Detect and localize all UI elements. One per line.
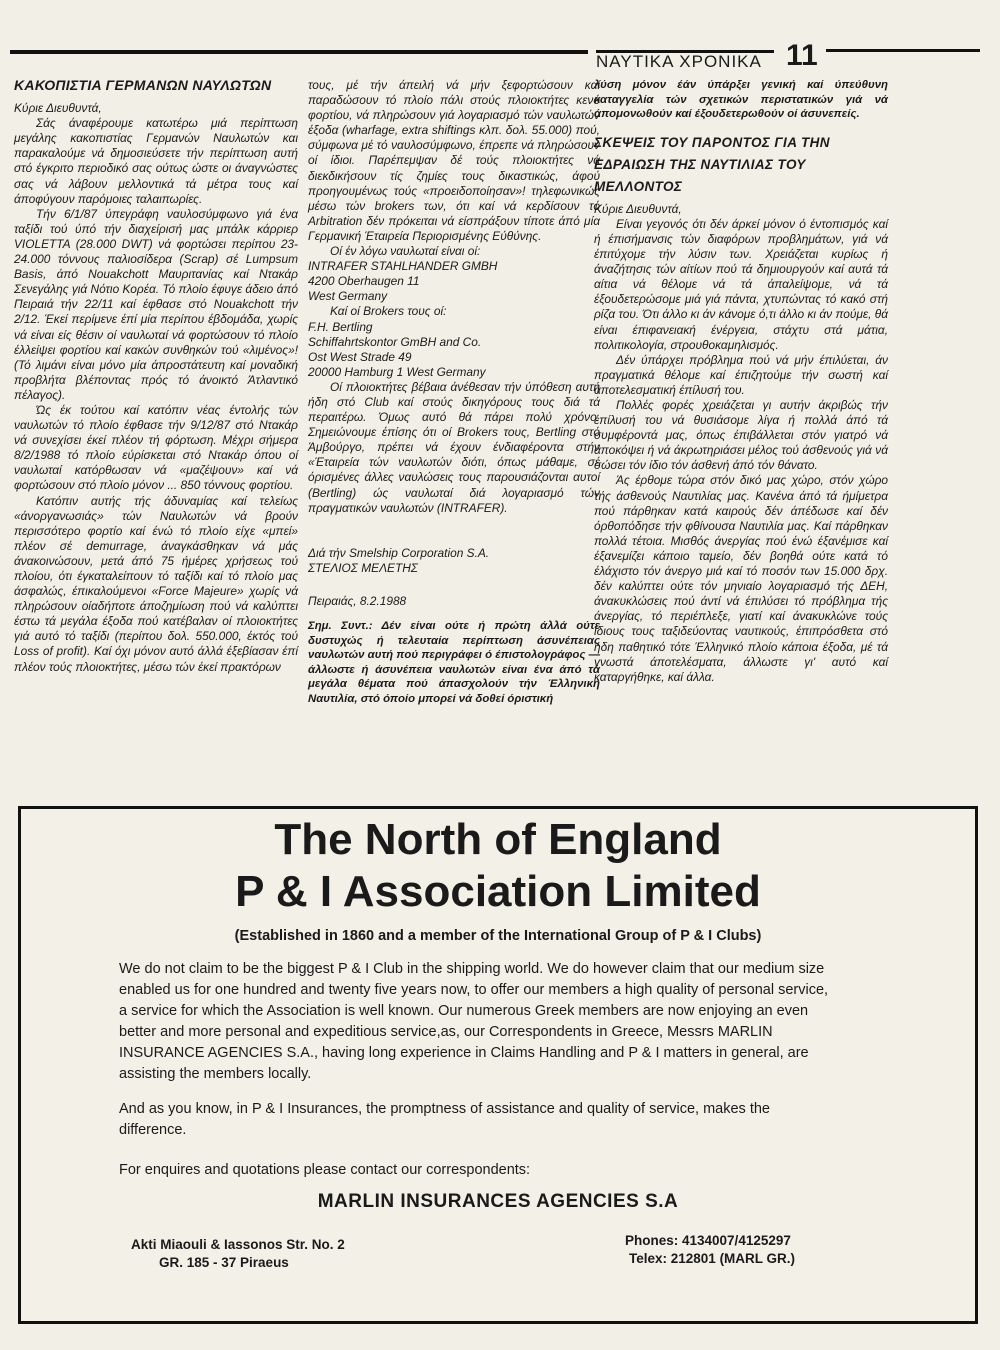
ad-phones: Phones: 4134007/4125297 <box>625 1233 791 1248</box>
letter1-paragraph: Κατόπιν αυτής τής άδυναμίας καί τελείως «άνοργανωσιάς» τών Ναυλωτών νά βρούν περισσότερο φορτίο καί ένώ τό πλοίο είχε «μπεί» πλέον σέ demurrage, άναγκάσθηκαν νά μάς άνακοινώσουν, μετά άπό 75 ήμέρες χρήσεως τού πλοίου, ότι έγκαταλείπουν τό ταξίδι καί τό πλοίο μας άσφαλώς, έπικαλούμενοι «Force Majeure» χωρίς νά πληρώσουν οίαδήποτε άποζημίωση πού νά καλύπτει έστω τά μεγάλα έξοδα πού κατέβαλαν οί πλοιοκτήτες γιά αυτό τό ταξίδι (περίπου δολ. 550.000, έκτός τού Loss of profit). Καί όχι μόνον αυτό άλλά έξεβίασαν έπί πλέον τούς πλοιοκτήτες, μέσω τών έκεί πρακτόρων <box>14 493 298 674</box>
letter2-salutation: Κύριε Διευθυντά, <box>594 201 682 216</box>
ad-subtitle: (Established in 1860 and a member of the International Group of P & I Clubs) <box>234 928 762 944</box>
letter1-closing: Οί πλοιοκτήτες βέβαια άνέθεσαν τήν ύπόθεση αυτή ήδη στό Club καί στούς δικηγόρους τους διά τά περαιτέρω. Όμως αυτό θά πάρει πολύ χρόνο. Σημειώνουμε έπίσης ότι οί Brokers τους, Bertling στό Άμβούργο, πρέπει νά έχουν ένδιαφέροντα στήν «Έταιρεία τών ναυλωτών διότι, όπως μάθαμε, σέ όρισμένες άλλες ναυλώσεις τους παρουσιάζονται αυτοί (Bertling) ώς ναυλωταί διά λογαριασμό τών πραγματικών ναυλωτών (INTRAFER). <box>308 379 600 515</box>
editor-note: Σημ. Συντ.: Δέν είναι ούτε ή πρώτη άλλά ούτε δυστυχώς ή τελευταία περίπτωση άσυνέπειας ναυλωτών αυτή πού περιγράφει ό έπιστολογράφος — άλλωστε ή άσυνέπεια ναυλωτών είναι ένα άπό τά μεγάλα θέματα πού άπασχολούν τήν Έλληνική Ναυτιλία, στό όποίο μπορεί νά δοθεί όριστική <box>308 620 600 705</box>
ad-address <box>131 1236 345 1272</box>
letter1-paragraph: Τήν 6/1/87 ύπεγράφη ναυλοσύμφωνο γιά ένα ταξίδι τού ύπό τήν διαχείρισή μας μπάλκ κάρριερ VIOLETTA (28.000 DWT) νά φορτώσει περίπου 23-24.000 τόννους παλιοσίδερα (Scrap) σέ Lumpsum Basis, άπό Nouakchott Μαυριτανίας καί Ντακάρ Σενεγάλης γιά Νότιο Κορέα. Τό πλοίο έφυγε άδειο άπό Πειραιά τήν 22/11 καί έφθασε στό Nouakchott τήν 2/12. Έκεί περίμενε έπί μία περίπου έβδομάδα, χωρίς νά είναι είς θέσιν οί ναυλωταί νά φορτώσουν τό πλοίο έλλείψει φορτίου καί κακών συνθηκών τού «λιμένος»! (Τό λιμάνι είναι μόνο μία άπροστάτευτη καί μοναδική προβλήτα βλέποντας πρός τό άνοικτό Άτλαντικό πέλαγος). <box>14 206 298 402</box>
ad-paragraph-1: We do not claim to be the biggest P & I Club in the shipping world. We do however claim that our medium size enabled us for one hundred and twenty five years now, to offer our members a high quality of personal service, a service for which the Association is well known. Our numerous Greek members are now enjoying an even better and more personal and expeditious service,as, our Correspondents in Greece, Messrs MARLIN INSURANCE AGENCIES S.A., having long experience in Claims Handling and P & I matters in general, are assisting the members locally. <box>119 961 829 1082</box>
letter2-paragraph: Πολλές φορές χρειάζεται γι αυτήν άκριβώς τήν έπίλυσή του νά θυσιάσομε λίγα ή πολλά άπό τά συμφέροντά μας, όπως έπιβάλλεται στόν γιατρό νά άποκόψει ή νά άκρωτηριάσει μέλος τού άσθενούς γιά νά σώσει τόν ίδιο τόν άσθενή άπό τόν θάνατο. <box>594 398 888 473</box>
header-rule-right <box>826 49 980 52</box>
ad-paragraph-2: And as you know, in P & I Insurances, the promptness of assistance and quality of service, makes the difference. <box>119 1101 770 1138</box>
charterers-intro: Οί έν λόγω ναυλωταί είναι οί: <box>330 244 481 259</box>
letter2-headline: ΣΚΕΨΕΙΣ ΤΟΥ ΠΑΡΟΝΤΟΣ ΓΙΑ ΤΗΝ ΕΔΡΑΙΩΣΗ ΤΗΣ ΝΑΥΤΙΛΙΑΣ ΤΟΥ ΜΕΛΛΟΝΤΟΣ <box>594 134 830 194</box>
article-column-2 <box>308 78 600 707</box>
letter1-headline: ΚΑΚΟΠΙΣΤΙΑ ΓΕΡΜΑΝΩΝ ΝΑΥΛΩΤΩΝ <box>14 77 272 93</box>
brokers-intro: Καί οί Brokers τους οί: <box>330 304 447 319</box>
letter2-paragraph: Είναι γεγονός ότι δέν άρκεί μόνον ό έντοπισμός καί ή έπισήμανσις τών διαφόρων προβλημάτων, γιά νά έπιτύχομε τήν λύσιν των. Χρειάζεται κυρίως ή άναζήτησις τών αίτίων πού τά δημιουργούν καί αυτά τά αίτια νά θέλομε νά τά άπαλείψομε, νά τά έξουδετερώσομε μιά γιά πάντα, χτυπώντας τό κακό στή ρίζα του. Ότι άλλο κι άν κάνομε ό,τι άλλο κι άν πούμε, θά είναι έπιφανειακή ένέργεια, στάχτυ στά μάτια, πολιτικολογία, στρουθοκαμηλισμός. <box>594 216 888 352</box>
charterers-address-line: 4200 Oberhaugen 11 <box>308 274 420 289</box>
place-date: Πειραιάς, 8.2.1988 <box>308 593 407 608</box>
advertisement-box <box>18 806 978 1324</box>
header-rule-left <box>10 50 588 54</box>
ad-contact <box>625 1232 795 1268</box>
brokers-address-line: Ost West Strade 49 <box>308 349 412 364</box>
brokers-address-line: F.H. Bertling <box>308 319 373 334</box>
letter1-paragraph-cont: τους, μέ τήν άπειλή νά μήν ξεφορτώσουν καί παραδώσουν τό πλοίο πάλι στούς πλοιοκτήτες κενό φορτίου, νά πληρώσουν γιά λογαριασμό τών ναυλωτών έξοδα (wharfage, extra shiftings κλπ. δολ. 55.000) πού, σύμφωνα μέ τό ναυλοσύμφωνο, έπρεπε νά πληρώσουν οί ίδιοι. Παρέπεμψαν δέ τούς πλοιοκτήτες νά διεκδικήσουν τίς ζημίες τους δικαστικώς, άφού προηγουμένως τούς «προειδοποίησαν»! τηλεφωνικώς μέσω τών brokers των, ότι καί νά κερδίσουν τό Arbitration δέν πρόκειται νά είσπράξουν τίποτε άπό μία Γερμανική Έταιρεία Περιορισμένης Εύθύνης. <box>308 78 600 243</box>
letter1-paragraph: Ώς έκ τούτου καί κατόπιν νέας έντολής τών ναυλωτών τό πλοίο έφθασε τήν 9/12/87 στό Ντακάρ νά συνεχίσει έκεί πλέον τή φόρτωση. Μέχρι σήμερα 8/2/1988 τό πλοίο εύρίσκεται στό Ντακάρ όπου οί ναυλωταί κατόρθωσαν νά «μαζέψουν» καί νά φορτώσουν στό πλοίο μόνον ... 850 τόννους φορτίου. <box>14 402 298 493</box>
letter2-paragraph: Άς έρθομε τώρα στόν δικό μας χώρο, στόν χώρο τής άσθενούς Ναυτιλίας μας. Κανένα άπό τά ήμίμετρα πού πάρθηκαν κατά καιρούς δέν άπέδωσε καί δέν όρθοπόδησε τήν φθίνουσα Ναυτιλία μας. Καί πάρθηκαν πολλά τέτοια. Μισθός άνεργίας πού ένώ έξανέμισε καί έξανεμίζει κάποιο ταμείο, δέν βοηθά ούτε κατά τό έλάχιστο τόν άνεργο μιά καί τό ποσόν των 15.000 δρχ. δέν καλύπτει ούτε τόν μηνιαίο λογαριασμό τής ΔΕΗ, άνακυκλώσεις πού άντί νά έπιλύσει τό πρόβλημα τής άνεργίας, τό περιέπλεξε, γιατί καί άνακυκλώνε τούς ίδιους τους ταξιδεύοντας ναυτικούς, έπιπρόσθετα στό ήδη παθητικό τότε Έλληνικό πλοίο κάποια έξοδα, μέ τά γνωστά άποτελέσματα, άλλωστε γι' αυτό καί καταργήθηκε, καί άλλα. <box>594 473 888 684</box>
signoff-name: ΣΤΕΛΙΟΣ ΜΕΛΕΤΗΣ <box>308 560 418 575</box>
letter1-salutation: Κύριε Διευθυντά, <box>14 101 102 116</box>
article-column-1 <box>14 78 298 675</box>
brokers-address-line: 20000 Hamburg 1 West Germany <box>308 364 486 379</box>
ad-telex: Telex: 212801 (MARL GR.) <box>629 1251 796 1266</box>
article-column-3 <box>594 78 888 685</box>
editor-note-cont: λύση μόνον έάν ύπάρξει γενική καί ύπεύθυνη καταγγελία τών σχετικών περιστατικών γιά νά άπομονωθούν καί έξουδετερωθούν οί άσυνεπείς. <box>594 79 888 121</box>
ad-paragraph-3: For enquires and quotations please contact our correspondents: <box>119 1162 531 1178</box>
magazine-title: ΝΑΥΤΙΚΑ ΧΡΟΝΙΚΑ <box>596 52 762 71</box>
ad-address-line1: Akti Miaouli & Iassonos Str. No. 2 <box>131 1237 345 1252</box>
signoff-company: Διά τήν Smelship Corporation S.A. <box>308 545 490 560</box>
brokers-address-line: Schiffahrtskontor GmBH and Co. <box>308 334 482 349</box>
page-number: 11 <box>786 39 818 72</box>
letter2-paragraph: Δέν ύπάρχει πρόβλημα πού νά μήν έπιλύεται, άν πραγματικά θέλομε καί έπιζητούμε τήν σωστή καί άποτελεσματική έπίλυσή του. <box>594 352 888 397</box>
charterers-address-line: West Germany <box>308 289 388 304</box>
letter1-paragraph: Σάς άναφέρουμε κατωτέρω μιά περίπτωση μεγάλης κακοπιστίας Γερμανών Ναυλωτών και παρακαλούμε νά δημοσιεύσετε τήν περίπτωση αυτή στό έγκριτο περιοδικό σας ούτως ώστε οι άναγνώστες σας νά λάβουν μελλοντικά τά μέτρα τους καί άποφύγουν παρόμοιες ταλαιπωρίες. <box>14 116 298 206</box>
charterers-address-line: INTRAFER STAHLHANDER GMBH <box>308 259 498 274</box>
ad-company-name: MARLIN INSURANCES AGENCIES S.A <box>317 1191 679 1212</box>
ad-title-line2: P & I Association Limited <box>235 867 761 916</box>
ad-title-line1: The North of England <box>274 815 722 864</box>
ad-address-line2: GR. 185 - 37 Piraeus <box>159 1255 289 1270</box>
